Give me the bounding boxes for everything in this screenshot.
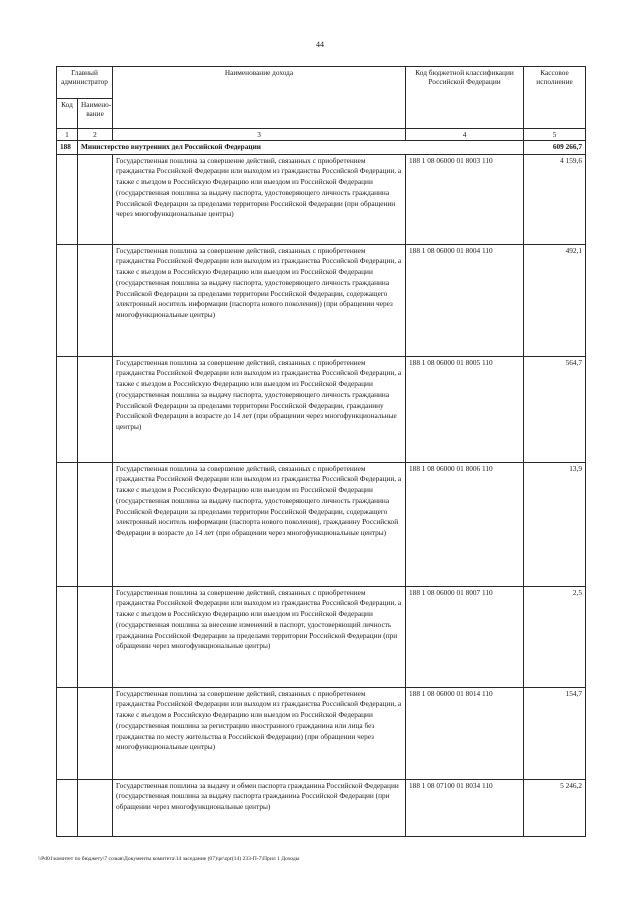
main-admin-header: Главный администратор [57, 67, 113, 99]
footer-file-path: \\Pd01\комитет по бюджету\7 созыв\Документы комитета\14 заседание (07)\pr\zpr(14) 233-П-7\Прил 1 Доходы [38, 856, 300, 862]
row-amount: 2,5 [524, 586, 586, 687]
row-amount: 154,7 [524, 687, 586, 779]
table-row [57, 462, 586, 586]
row-description: Государственная пошлина за совершение действий, связанных с приобретением гражданства Российской Федерации или выходом из гражданства Российской Федерации, а также с въездом в Российскую Федерацию или выездом из Российской Федерации (государственная пошлина за выдачу паспорта, удостоверяющего личность гражданина Российской Федерации за пределами территории Российской Федерации (при обращении через многофункциональные центры) [113, 154, 406, 244]
row-description: Государственная пошлина за совершение действий, связанных с приобретением гражданства Российской Федерации или выходом из гражданства Российской Федерации, а также с въездом в Российскую Федерацию или выездом из Российской Федерации (государственная пошлина за выдачу паспорта, удостоверяющего личность гражданина Российской Федерации за пределами территории Российской Федерации, содержащего электронный носитель информации (паспорта нового поколения)) (при обращении через многофункциональные центры) [113, 244, 406, 356]
table-row [57, 154, 586, 244]
row-description: Государственная пошлина за совершение действий, связанных с приобретением гражданства Российской Федерации или выходом из гражданства Российской Федерации, а также с въездом в Российскую Федерацию или выездом из Российской Федерации (государственная пошлина за регистрацию иностранного гражданина или лица без гражданства по месту жительства в Российской Федерации) (при обращении через многофункциональные центры) [113, 687, 406, 779]
ministry-row [57, 141, 586, 155]
table-row [57, 779, 586, 836]
column-number: 3 [113, 129, 406, 141]
execution-header: Кассовое исполнение [524, 67, 586, 129]
table-row [57, 687, 586, 779]
row-budget-code: 188 1 08 06000 01 8003 110 [406, 154, 524, 244]
row-budget-code: 188 1 08 06000 01 8014 110 [406, 687, 524, 779]
ministry-name: Министерство внутренних дел Российской Федерации [78, 141, 524, 155]
row-description: Государственная пошлина за выдачу и обмен паспорта гражданина Российской Федерации (государственная пошлина за выдачу паспорта гражданина Российской Федерации (при обращении через многофункциональные центры) [113, 779, 406, 836]
row-budget-code: 188 1 08 06000 01 8005 110 [406, 356, 524, 462]
column-number: 5 [524, 129, 586, 141]
column-number: 2 [78, 129, 113, 141]
budget-code-header: Код бюджетной классификации Российской Федерации [406, 67, 524, 129]
row-description: Государственная пошлина за совершение действий, связанных с приобретением гражданства Российской Федерации или выходом из гражданства Российской Федерации, а также с въездом в Российскую Федерацию или выездом из Российской Федерации (государственная пошлина за выдачу паспорта, удостоверяющего личность гражданина Российской Федерации за пределами территории Российской Федерации, содержащего электронный носитель информации (паспорта нового поколения), гражданину Российской Федерации в возрасте до 14 лет (при обращении через многофункциональные центры) [113, 462, 406, 586]
row-budget-code: 188 1 08 06000 01 8007 110 [406, 586, 524, 687]
row-budget-code: 188 1 08 06000 01 8004 110 [406, 244, 524, 356]
column-number: 4 [406, 129, 524, 141]
table-row [57, 586, 586, 687]
income-table [56, 66, 586, 837]
income-name-header: Наименование дохода [113, 67, 406, 129]
row-amount: 5 246,2 [524, 779, 586, 836]
code-header: Код [57, 99, 78, 129]
row-budget-code: 188 1 08 07100 01 8034 110 [406, 779, 524, 836]
row-amount: 4 159,6 [524, 154, 586, 244]
name-short-header: Наимено-вание [78, 99, 113, 129]
row-amount: 13,9 [524, 462, 586, 586]
row-description: Государственная пошлина за совершение действий, связанных с приобретением гражданства Российской Федерации или выходом из гражданства Российской Федерации, а также с въездом в Российскую Федерацию или выездом из Российской Федерации (государственная пошлина за выдачу паспорта, удостоверяющего личность гражданина Российской Федерации за пределами территории Российской Федерации, гражданину Российской Федерации в возрасте до 14 лет (при обращении через многофункциональные центры) [113, 356, 406, 462]
table-row [57, 244, 586, 356]
page-number: 44 [316, 40, 324, 49]
row-description: Государственная пошлина за совершение действий, связанных с приобретением гражданства Российской Федерации или выходом из гражданства Российской Федерации, а также с въездом в Российскую Федерацию или выездом из Российской Федерации (государственная пошлина за внесение изменений в паспорт, удостоверяющий личность гражданина Российской Федерации за пределами территории Российской Федерации (при обращении через многофункциональные центры) [113, 586, 406, 687]
row-amount: 492,1 [524, 244, 586, 356]
column-number: 1 [57, 129, 78, 141]
row-budget-code: 188 1 08 06000 01 8006 110 [406, 462, 524, 586]
ministry-amount: 609 266,7 [524, 141, 586, 155]
row-amount: 564,7 [524, 356, 586, 462]
ministry-code: 188 [57, 141, 78, 155]
table-row [57, 356, 586, 462]
